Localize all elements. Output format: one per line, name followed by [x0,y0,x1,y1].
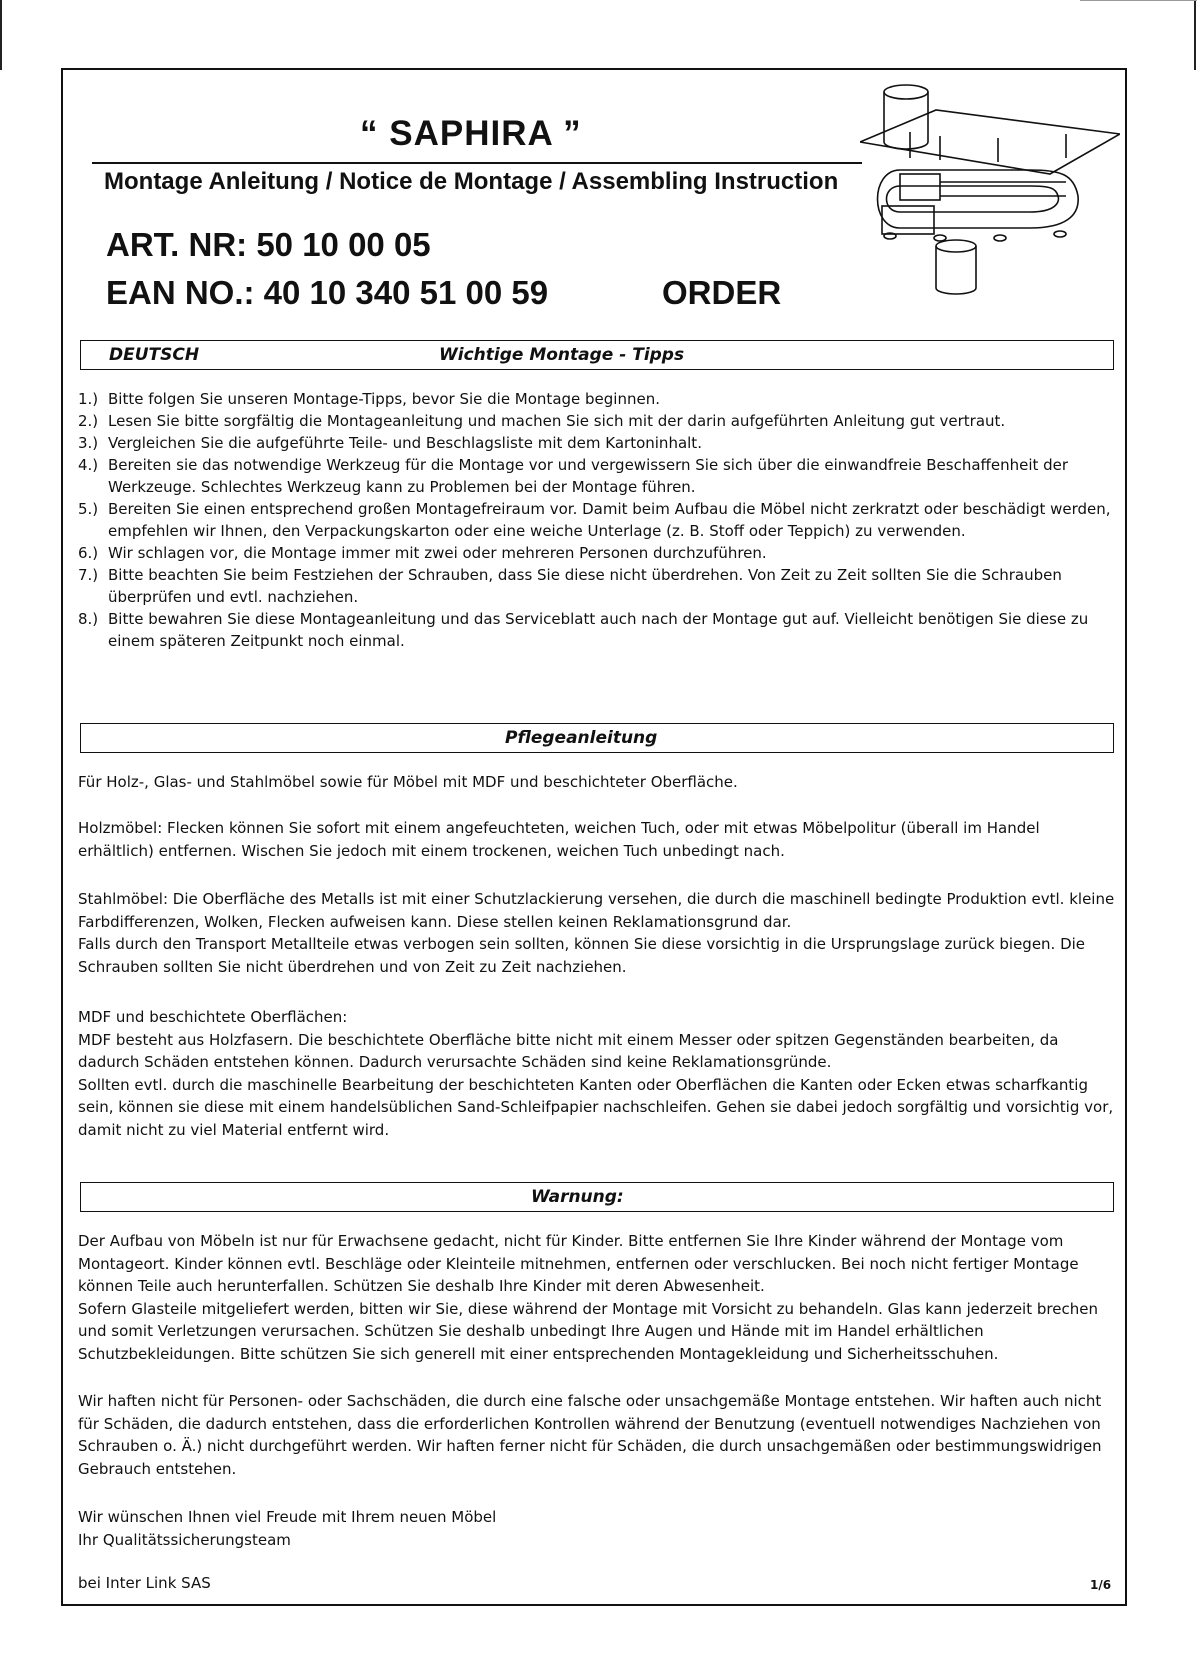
pflege-holz: Holzmöbel: Flecken können Sie sofort mit einem angefeuchteten, weichen Tuch, oder mit etwas Möbelpolitur (überall im Handel erhältlich) entfernen. Wischen Sie jedoch mit einem trockenen, weichen Tuch unbedingt nach. [78,819,1040,860]
list-item-text: Vergleichen Sie die aufgeführte Teile- und Beschlagsliste mit dem Kartoninhalt. [108,434,702,452]
list-item-number: 6.) [78,544,99,562]
list-item-number: 4.) [78,456,99,474]
list-item [78,432,1118,454]
list-item-number: 5.) [78,500,99,518]
scan-top-line [1080,0,1197,1]
ean-number: EAN NO.: 40 10 340 51 00 59 [106,274,549,311]
product-illustration [860,78,1120,328]
footer-company: bei Inter Link SAS [78,1574,211,1592]
list-item [78,454,1118,498]
list-item-number: 3.) [78,434,99,452]
list-item-number: 1.) [78,390,99,408]
list-item [78,564,1118,608]
section-bar-pflege [80,723,1114,753]
page-number: 1/6 [1090,1578,1112,1592]
section-heading-warnung: Warnung: [531,1187,624,1207]
list-item-text: Bereiten sie das notwendige Werkzeug für die Montage vor und vergewissern Sie sich über die einwandfreie Beschaffenheit der Werkzeuge. Schlechtes Werkzeug kann zu Problemen bei der Montage führen. [108,456,1069,496]
pflege-stahl: Stahlmöbel: Die Oberfläche des Metalls ist mit einer Schutzlackierung versehen, die durch die maschinell bedingte Produktion evtl. kleine Farbdifferenzen, Wolken, Flecken aufweisen kann. Diese stellen keinen Reklamationsgrund dar. Falls durch den Transport Metallteile etwas verbogen sein sollten, können Sie diese vorsichtig in die Ursprungslage zurück biegen. Die Schrauben sollten Sie nicht überdrehen und von Zeit zu Zeit nachziehen. [78,890,1115,976]
list-item-number: 8.) [78,610,99,628]
section-bar-warnung [80,1182,1114,1212]
list-item-text: Lesen Sie bitte sorgfältig die Montageanleitung und machen Sie sich mit der darin aufgeführten Anleitung gut vertraut. [108,412,1006,430]
list-item-text: Bitte folgen Sie unseren Montage-Tipps, bevor Sie die Montage beginnen. [108,390,660,408]
list-item [78,608,1118,652]
list-item-number: 7.) [78,566,99,584]
article-number: ART. NR: 50 10 00 05 [106,226,431,263]
order-label: ORDER [662,274,782,311]
warnung-p3: Wir wünschen Ihnen viel Freude mit Ihrem neuen Möbel Ihr Qualitätssicherungsteam [78,1508,497,1549]
product-title: “ SAPHIRA ” [360,114,582,153]
scan-edge-right [1194,0,1196,70]
list-item-number: 2.) [78,412,99,430]
section-bar-tipps [80,340,1114,370]
list-item-text: Wir schlagen vor, die Montage immer mit zwei oder mehreren Personen durchzuführen. [108,544,767,562]
pflege-mdf: MDF und beschichtete Oberflächen: MDF besteht aus Holzfasern. Die beschichtete Oberfläche bitte nicht mit einem Messer oder spitzen Gegenständen bearbeiten, da dadurch Schäden entstehen können. Dadurch verursachte Schäden sind keine Reklamationsgründe. Sollten evtl. durch die maschinelle Bearbeitung der beschichteten Kanten oder Oberflächen die Kanten oder Ecken etwas scharfkantig sein, können sie diese mit einem handelsüblichen Sand-Schleifpapier nachschleifen. Gehen sie dabei jedoch sorgfältig und vorsichtig vor, damit nicht zu viel Material entfernt wird. [78,1008,1114,1139]
warnung-p2: Wir haften nicht für Personen- oder Sachschäden, die durch eine falsche oder unsachgemäße Montage entstehen. Wir haften auch nicht für Schäden, die dadurch entstehen, dass die erforderlichen Kontrollen während der Benutzung (eventuell notwendiges Nachziehen von Schrauben o. Ä.) nicht durchgeführt werden. Wir haften ferner nicht für Schäden, die durch unsachgemäßen oder bestimmungswidrigen Gebrauch entstehen. [78,1392,1102,1478]
title-underline [92,162,862,164]
pflege-intro: Für Holz-, Glas- und Stahlmöbel sowie für Möbel mit MDF und beschichteter Oberfläche. [78,773,738,791]
list-item [78,410,1118,432]
list-item [78,498,1118,542]
section-heading-tipps: Wichtige Montage - Tipps [439,345,685,365]
tipps-list [78,388,1118,652]
list-item [78,542,1118,564]
warnung-p1: Der Aufbau von Möbeln ist nur für Erwachsene gedacht, nicht für Kinder. Bitte entfernen Sie Ihre Kinder während der Montage vom Montageort. Kinder können evtl. Beschläge oder Kleinteile mitnehmen, entfernen oder verschlucken. Bei noch nicht fertiger Montage können Teile auch herunterfallen. Schützen Sie deshalb Ihre Kinder mit deren Abwesenheit. Sofern Glasteile mitgeliefert werden, bitten wir Sie, diese während der Montage mit Vorsicht zu behandeln. Glas kann jederzeit brechen und somit Verletzungen verursachen. Schützen Sie deshalb unbedingt Ihre Augen und Hände mit im Handel erhältlichen Schutzbekleidungen. Bitte schützen Sie sich generell mit einer entsprechenden Montagekleidung und Sicherheitsschuhen. [78,1232,1098,1363]
list-item-text: Bereiten Sie einen entsprechend großen Montagefreiraum vor. Damit beim Aufbau die Möbel nicht zerkratzt oder beschädigt werden, empfehlen wir Ihnen, den Verpackungskarton oder eine weiche Unterlage (z. B. Stoff oder Teppich) zu verwenden. [108,500,1111,540]
instruction-subtitle: Montage Anleitung / Notice de Montage / Assembling Instruction [104,168,839,195]
scan-edge-left [0,0,2,70]
language-label: DEUTSCH [109,345,200,365]
list-item-text: Bitte bewahren Sie diese Montageanleitung und das Serviceblatt auch nach der Montage gut auf. Vielleicht benötigen Sie diese zu einem späteren Zeitpunkt noch einmal. [108,610,1089,650]
list-item-text: Bitte beachten Sie beim Festziehen der Schrauben, dass Sie diese nicht überdrehen. Von Zeit zu Zeit sollten Sie die Schrauben überprüfen und evtl. nachziehen. [108,566,1062,606]
section-heading-pflege: Pflegeanleitung [505,728,658,748]
list-item [78,388,1118,410]
